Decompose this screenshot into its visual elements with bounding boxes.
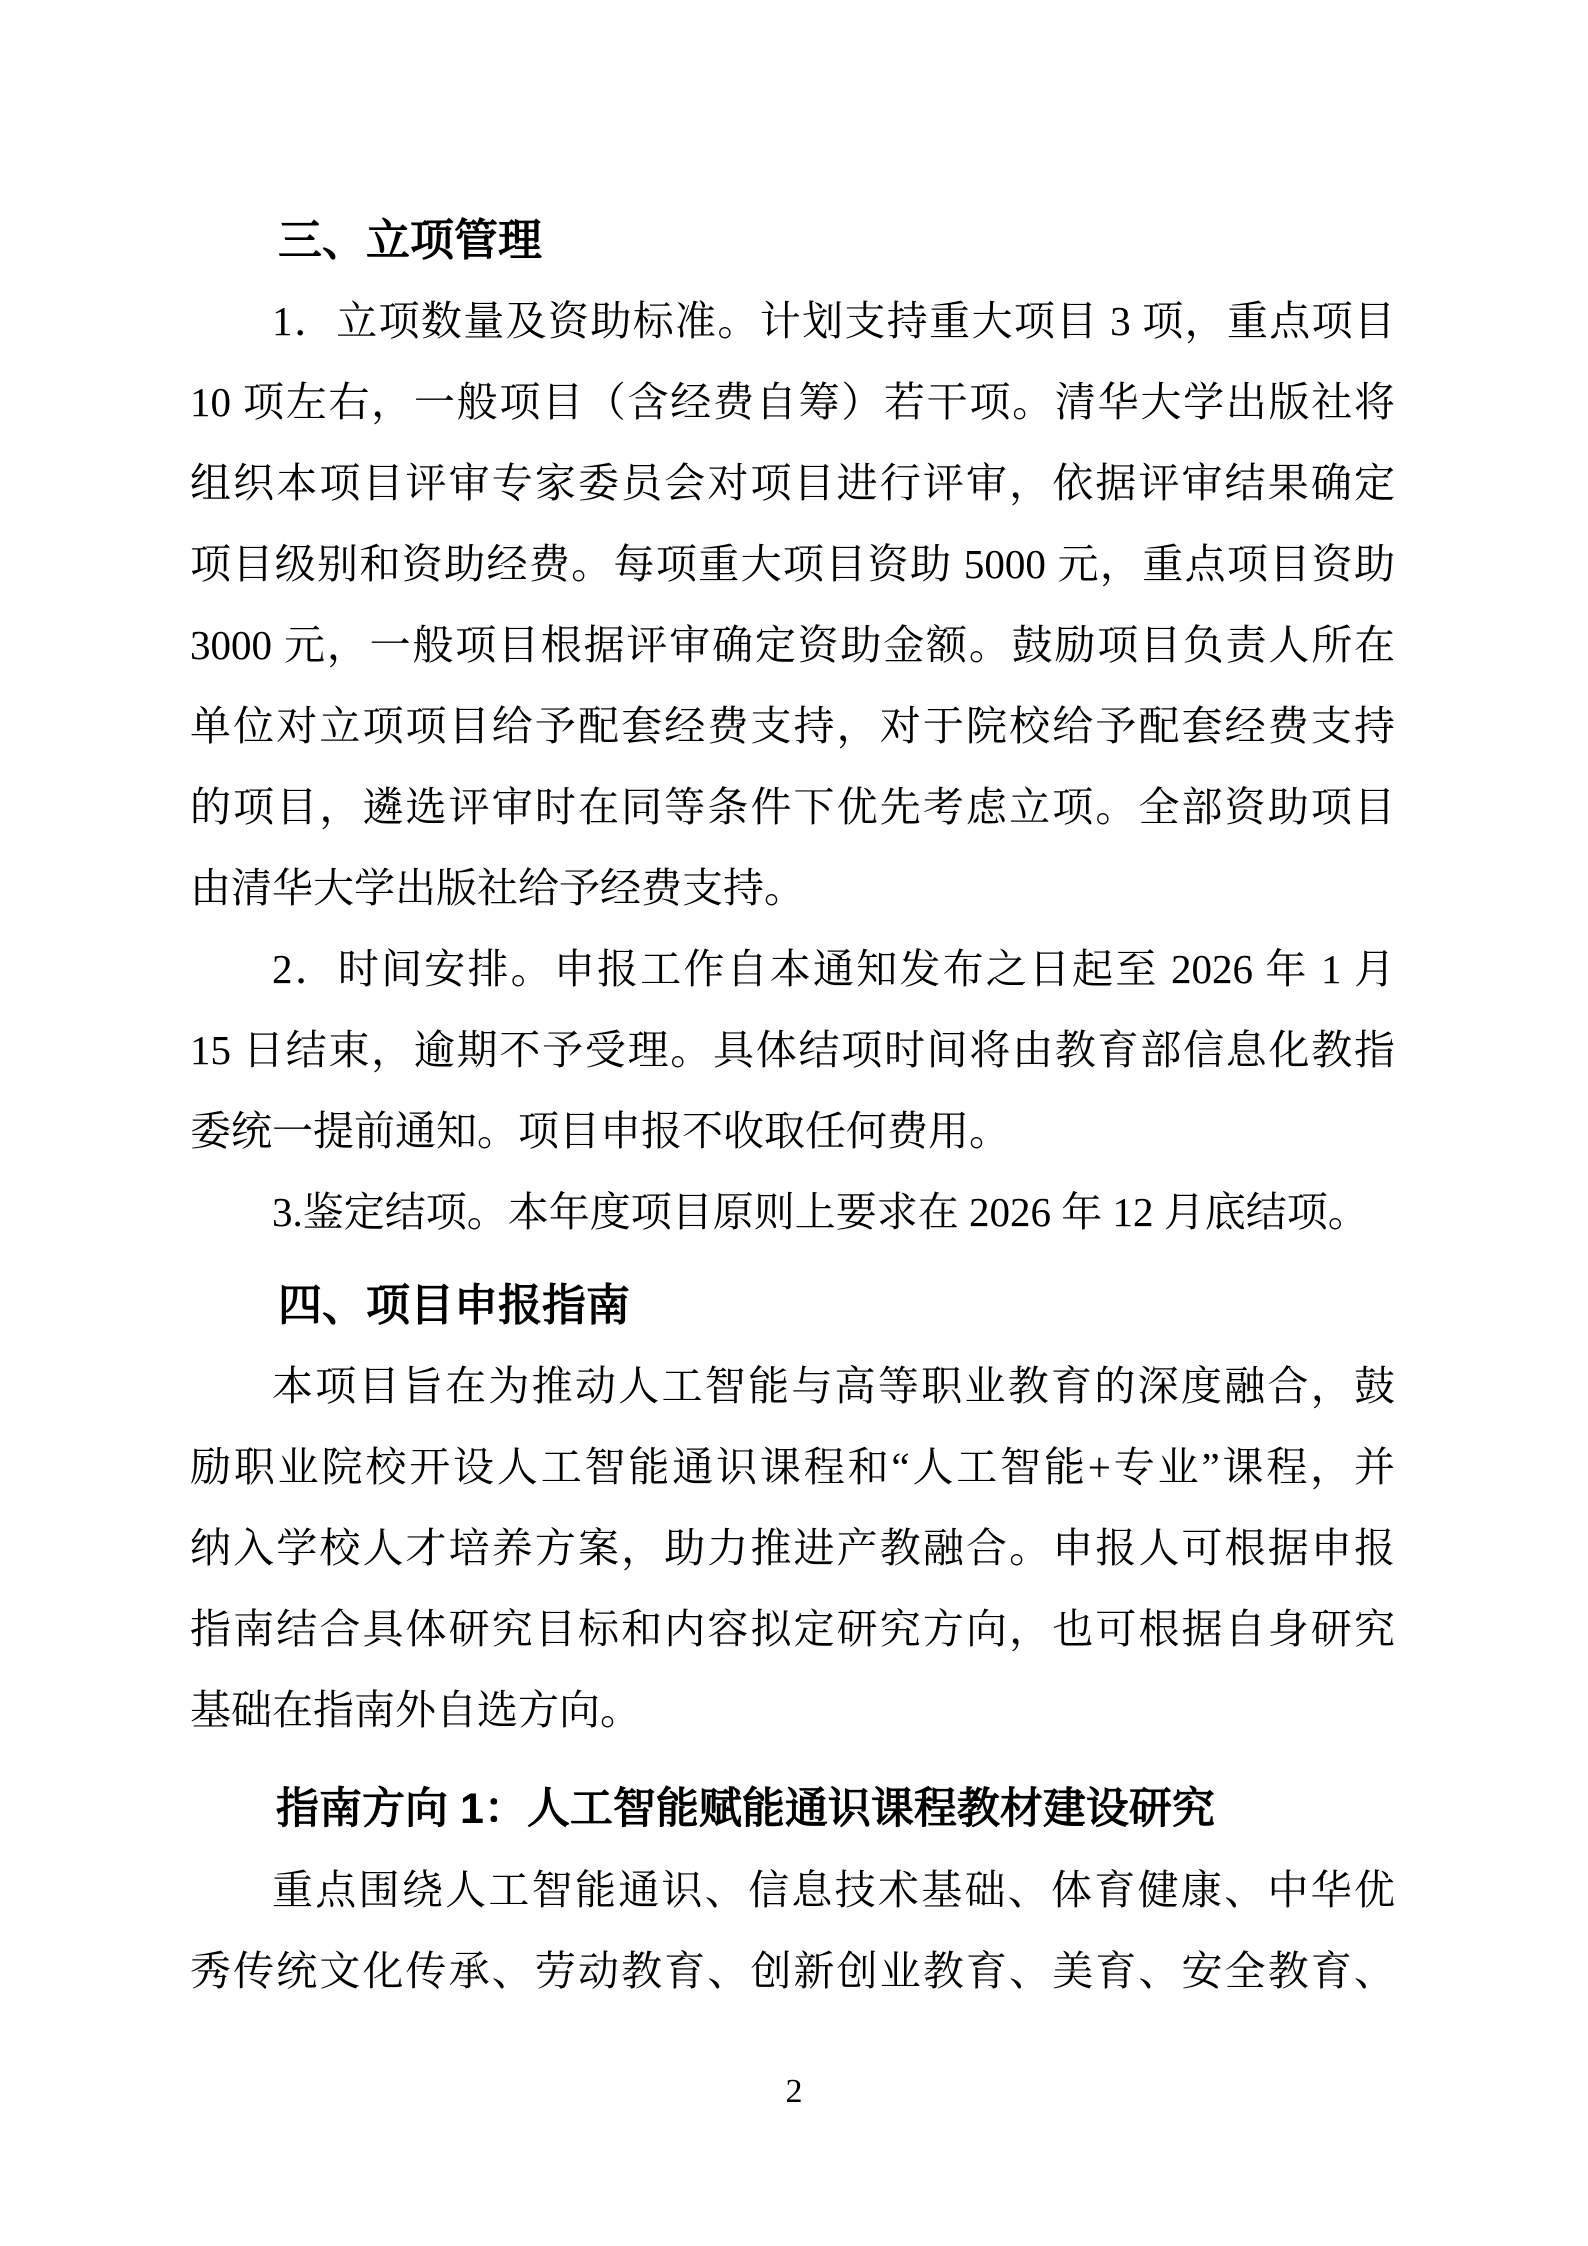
text-line: 励职业院校开设人工智能通识课程和“人工智能+专业”课程，并: [190, 1444, 1395, 1490]
text-line: 的项目，遴选评审时在同等条件下优先考虑立项。全部资助项目: [190, 784, 1395, 830]
paragraph-guide-intro: [190, 1346, 1395, 1751]
text-line: 3.鉴定结项。本年度项目原则上要求在 2026 年 12 月底结项。: [272, 1189, 1369, 1235]
text-line: 委统一提前通知。项目申报不收取任何费用。: [190, 1108, 1010, 1154]
section-heading-application-guide: 四、项目申报指南: [278, 1281, 630, 1330]
page-number: 2: [785, 2073, 803, 2110]
text-line: 组织本项目评审专家委员会对项目进行评审，依据评审结果确定: [190, 460, 1395, 506]
text-line: 10 项左右，一般项目（含经费自筹）若干项。清华大学出版社将: [190, 379, 1395, 425]
text-line: 本项目旨在为推动人工智能与高等职业教育的深度融合，鼓: [272, 1363, 1395, 1409]
text-line: 基础在指南外自选方向。: [190, 1687, 641, 1733]
text-line: 由清华大学出版社给予经费支持。: [190, 865, 805, 911]
text-line: 单位对立项项目给予配套经费支持，对于院校给予配套经费支持: [190, 703, 1395, 749]
paragraph-schedule: [190, 929, 1395, 1172]
paragraph-direction-1-scope: [190, 1850, 1395, 2012]
text-line: 15 日结束，逾期不予受理。具体结项时间将由教育部信息化教指: [190, 1027, 1395, 1073]
text-line: 2．时间安排。申报工作自本通知发布之日起至 2026 年 1 月: [272, 946, 1395, 992]
text-line: 秀传统文化传承、劳动教育、创新创业教育、美育、安全教育、: [190, 1948, 1395, 1994]
text-line: 指南结合具体研究目标和内容拟定研究方向，也可根据自身研究: [190, 1606, 1395, 1652]
text-line: 1．立项数量及资助标准。计划支持重大项目 3 项，重点项目: [272, 298, 1395, 344]
text-line: 项目级别和资助经费。每项重大项目资助 5000 元，重点项目资助: [190, 541, 1395, 587]
subsection-heading-guide-direction-1: 指南方向 1：人工智能赋能通识课程教材建设研究: [276, 1785, 1215, 1833]
section-heading-project-management: 三、立项管理: [278, 216, 542, 265]
paragraph-project-completion: [190, 1172, 1395, 1253]
text-line: 纳入学校人才培养方案，助力推进产教融合。申报人可根据申报: [190, 1525, 1395, 1571]
page-body: [190, 200, 1395, 2012]
text-line: 3000 元，一般项目根据评审确定资助金额。鼓励项目负责人所在: [190, 622, 1395, 668]
paragraph-funding-standards: [190, 281, 1395, 929]
text-line: 重点围绕人工智能通识、信息技术基础、体育健康、中华优: [272, 1867, 1395, 1913]
